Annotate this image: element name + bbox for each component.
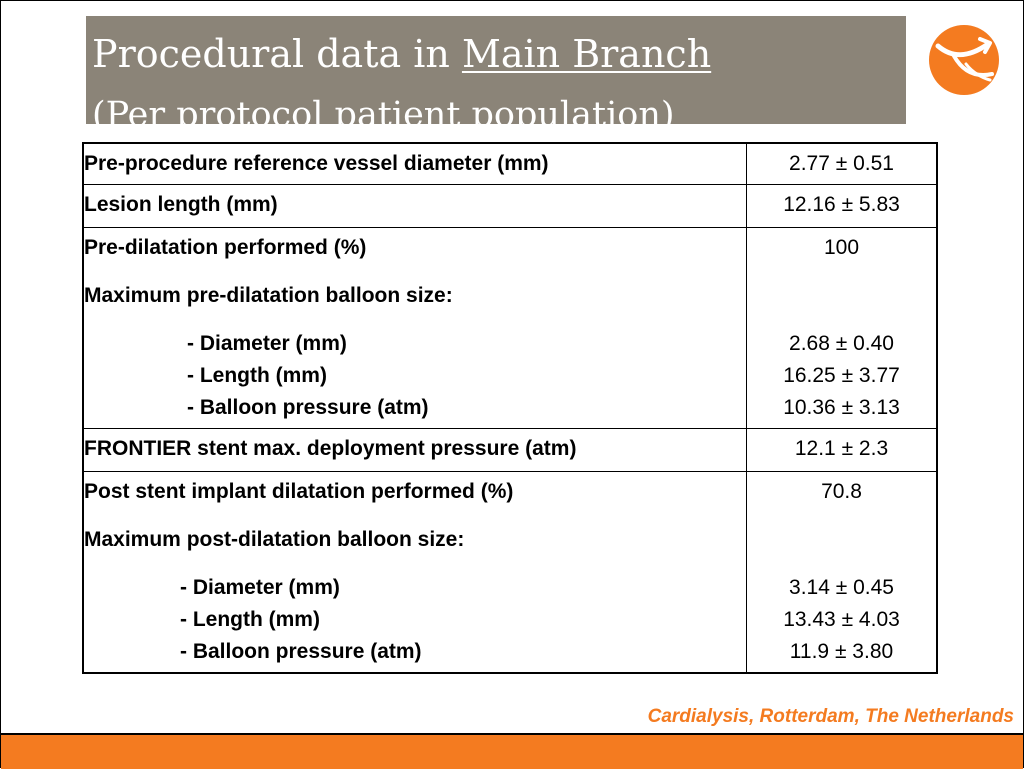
sub-item-label: - Length (mm) (180, 608, 320, 631)
table-row (83, 228, 937, 429)
row-value: 2.77 ± 0.51 (789, 152, 894, 175)
sub-item-label: - Diameter (mm) (180, 576, 340, 599)
row-value: 12.1 ± 2.3 (794, 437, 889, 460)
title-underlined: Main Branch (461, 32, 712, 76)
row-value: 12.16 ± 5.83 (783, 193, 900, 216)
row-value: 70.8 (821, 480, 862, 503)
footer-bar (1, 733, 1023, 769)
sub-item-value: 13.43 ± 4.03 (783, 608, 900, 631)
row-label: FRONTIER stent max. deployment pressure (atm) (84, 437, 577, 460)
table-row (83, 429, 937, 472)
sub-item-value: 16.25 ± 3.77 (783, 364, 900, 387)
table-row (83, 143, 937, 185)
row-label: Post stent implant dilatation performed (%) (84, 480, 514, 503)
sub-item-label: - Balloon pressure (atm) (180, 640, 422, 663)
row-value: 100 (823, 236, 860, 259)
title-prefix: Procedural data in (92, 32, 462, 76)
table-row (83, 472, 937, 674)
cardialysis-logo-icon (928, 24, 1000, 96)
sub-item-value: 11.9 ± 3.80 (789, 640, 894, 663)
footer-credit: Cardialysis, Rotterdam, The Netherlands (647, 706, 1014, 727)
procedural-data-table (82, 142, 938, 674)
sub-item-value: 10.36 ± 3.13 (783, 396, 900, 419)
slide-subtitle: (Per protocol patient population) (92, 95, 675, 135)
row-sublabel: Maximum post-dilatation balloon size: (84, 528, 465, 551)
table-row (83, 185, 937, 228)
slide-title (92, 34, 711, 74)
sub-item-value: 2.68 ± 0.40 (789, 332, 894, 355)
row-label: Pre-procedure reference vessel diameter (mm) (84, 152, 549, 175)
row-label: Lesion length (mm) (84, 193, 278, 216)
row-label: Pre-dilatation performed (%) (84, 236, 367, 259)
title-box (86, 16, 906, 135)
sub-item-label: - Balloon pressure (atm) (187, 396, 429, 419)
sub-item-label: - Length (mm) (187, 364, 327, 387)
row-sublabel: Maximum pre-dilatation balloon size: (84, 284, 453, 307)
sub-item-value: 3.14 ± 0.45 (789, 576, 894, 599)
sub-item-label: - Diameter (mm) (187, 332, 347, 355)
